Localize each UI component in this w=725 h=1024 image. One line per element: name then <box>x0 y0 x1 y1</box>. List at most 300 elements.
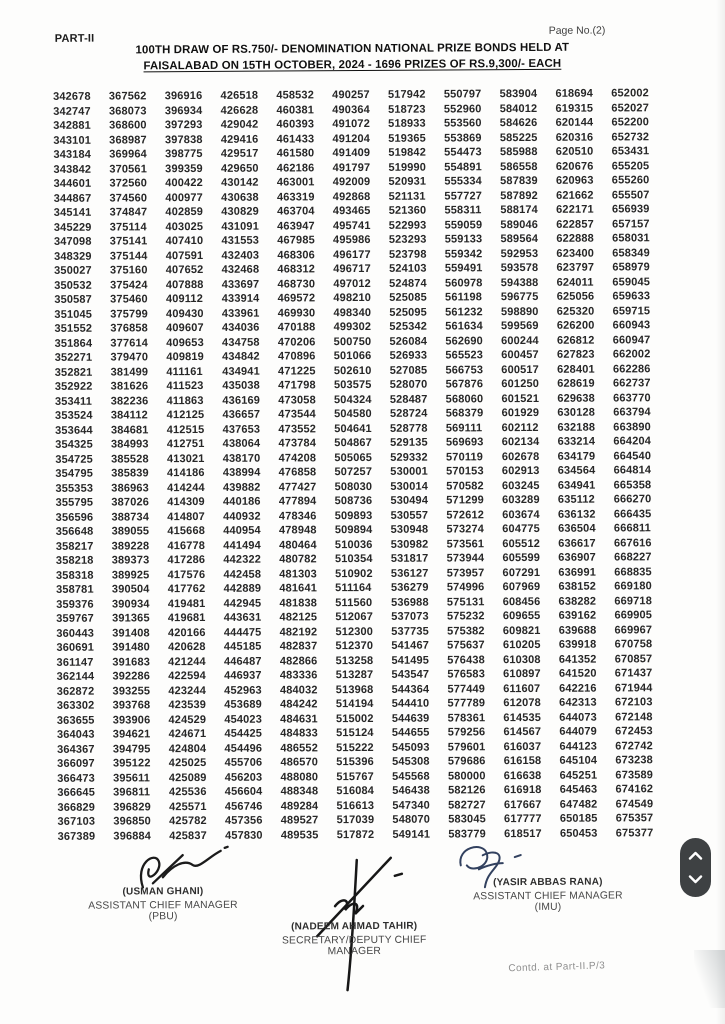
bond-number-cell: 402859 <box>165 206 204 219</box>
bond-number-cell: 501066 <box>333 350 372 363</box>
bond-number-cell: 587839 <box>500 175 538 188</box>
prize-bond-table <box>53 86 672 844</box>
bond-number-cell: 602112 <box>501 421 539 434</box>
bond-number-cell: 356648 <box>55 525 94 539</box>
bond-number-cell: 442322 <box>223 553 262 567</box>
bond-number-cell: 599569 <box>500 320 539 333</box>
bond-number-cell: 583904 <box>499 88 538 101</box>
bond-number-cell: 525085 <box>389 291 427 305</box>
signatory-title: SECRETARY/DEPUTY CHIEF MANAGER <box>281 934 427 958</box>
bond-number-cell: 496717 <box>333 263 371 276</box>
bond-number-cell: 446937 <box>224 669 262 683</box>
bond-number-cell: 612078 <box>503 697 541 710</box>
bond-number-cell: 650453 <box>559 827 598 840</box>
bond-number-cell: 607969 <box>502 581 541 594</box>
bond-number-cell: 524874 <box>389 277 427 290</box>
bond-number-cell: 393255 <box>112 685 151 698</box>
bond-number-cell: 602678 <box>501 450 540 463</box>
bond-number-cell: 548070 <box>392 813 431 827</box>
bond-number-cell: 375141 <box>109 235 148 248</box>
bond-number-cell: 639688 <box>558 624 597 637</box>
bond-number-cell: 495741 <box>332 219 371 232</box>
bond-number-cell: 358318 <box>55 569 94 582</box>
bond-number-cell: 351552 <box>54 322 93 336</box>
bond-number-cell: 592953 <box>500 247 539 260</box>
bond-number-cell: 389228 <box>111 540 150 553</box>
bond-number-cell: 491797 <box>332 161 371 174</box>
bond-number-cell: 628401 <box>557 363 595 376</box>
bond-number-cell: 575637 <box>447 639 485 652</box>
bond-number-cell: 414244 <box>167 481 205 494</box>
bond-number-cell: 536127 <box>390 567 429 580</box>
bond-number-cell: 578361 <box>447 712 486 725</box>
bond-number-cell: 386963 <box>111 482 149 495</box>
bond-number-cell: 396916 <box>164 90 203 103</box>
bond-number-cell: 381499 <box>110 366 149 379</box>
bond-number-cell: 438170 <box>222 452 261 465</box>
bond-number-cell: 446487 <box>223 655 262 668</box>
bond-number-cell: 491409 <box>332 147 371 160</box>
bond-number-cell: 438994 <box>222 466 261 480</box>
bond-number-cell: 502610 <box>333 364 372 377</box>
bond-number-cell: 659633 <box>612 290 651 303</box>
bond-number-cell: 493465 <box>332 205 371 218</box>
bond-number-cell: 614567 <box>503 726 542 739</box>
bond-number-cell: 394621 <box>112 728 151 741</box>
bond-number-cell: 508736 <box>334 495 373 508</box>
bond-number-cell: 561232 <box>445 306 483 319</box>
bond-number-cell: 430638 <box>221 191 259 204</box>
bond-number-cell: 585988 <box>499 146 538 159</box>
bond-number-cell: 499302 <box>333 321 372 334</box>
bond-number-cell: 570153 <box>446 465 484 478</box>
bond-number-cell: 390934 <box>111 598 150 611</box>
bond-number-cell: 423539 <box>168 699 207 712</box>
bond-number-cell: 429517 <box>220 147 259 161</box>
bond-number-cell: 478346 <box>278 510 317 523</box>
bond-number-cell: 577449 <box>447 683 486 696</box>
signatory-name: (YASIR ABBAS RANA) <box>493 876 603 889</box>
bond-number-cell: 515124 <box>336 727 374 740</box>
bond-number-cell: 352922 <box>54 380 93 394</box>
bond-number-cell: 368073 <box>108 105 147 118</box>
bond-number-cell: 452963 <box>224 684 262 697</box>
bond-number-cell: 672453 <box>615 725 653 738</box>
bond-number-cell: 553560 <box>443 117 482 130</box>
bond-number-cell: 504324 <box>333 393 372 406</box>
bond-number-cell: 528778 <box>389 422 428 435</box>
bond-number-cell: 618517 <box>504 827 542 840</box>
bond-number-cell: 384681 <box>110 424 149 437</box>
bond-number-cell: 420166 <box>167 626 206 639</box>
bond-number-cell: 480464 <box>279 539 317 552</box>
bond-number-cell: 574996 <box>446 581 485 594</box>
bond-number-cell: 568379 <box>445 407 484 420</box>
bond-number-cell: 513968 <box>335 683 374 696</box>
bond-number-cell: 379470 <box>110 351 149 364</box>
bond-number-cell: 668227 <box>614 551 652 564</box>
bond-number-cell: 559133 <box>444 233 483 246</box>
bond-number-cell: 416778 <box>167 539 206 552</box>
bond-number-cell: 609655 <box>502 610 541 623</box>
bond-number-cell: 444475 <box>223 626 262 639</box>
title-line-2: FAISALABAD ON 15TH OCTOBER, 2024 - 1696 PRIZES OF RS.9,300/- EACH <box>143 57 562 72</box>
bond-number-cell: 670857 <box>614 652 653 666</box>
bond-number-cell: 618694 <box>555 87 594 101</box>
bond-number-cell: 673238 <box>615 754 653 767</box>
bond-number-cell: 425571 <box>169 800 207 813</box>
bond-number-cell: 572612 <box>446 509 485 522</box>
bond-number-cell: 460381 <box>276 104 315 117</box>
bond-number-cell: 358217 <box>55 540 94 553</box>
bond-number-cell: 456203 <box>224 771 263 784</box>
bond-number-cell: 644079 <box>559 725 597 739</box>
bond-number-cell: 510036 <box>334 538 373 551</box>
scroll-widget <box>680 838 711 897</box>
bond-number-cell: 396884 <box>113 830 152 843</box>
bond-number-cell: 530494 <box>390 494 429 508</box>
bond-number-cell: 424529 <box>168 713 207 726</box>
bond-number-cell: 629638 <box>557 392 595 405</box>
bond-number-cell: 436169 <box>222 394 261 407</box>
bond-number-cell: 658979 <box>612 261 650 274</box>
bond-number-cell: 673589 <box>615 768 654 782</box>
bond-number-cell: 577789 <box>447 697 486 710</box>
chevron-up-icon <box>688 848 703 863</box>
bond-number-cell: 496177 <box>333 248 371 261</box>
bond-number-cell: 481641 <box>279 582 318 595</box>
bond-number-cell: 387026 <box>111 496 150 509</box>
bond-number-cell: 468306 <box>277 249 315 262</box>
bond-number-cell: 425536 <box>168 786 207 799</box>
bond-number-cell: 543547 <box>391 668 430 682</box>
bond-number-cell: 432403 <box>221 249 260 262</box>
bond-number-cell: 587892 <box>500 189 538 202</box>
bond-number-cell: 345229 <box>53 221 92 234</box>
bond-number-cell: 669905 <box>614 609 653 622</box>
bond-number-cell: 617777 <box>504 813 542 826</box>
bond-number-cell: 364043 <box>56 728 95 742</box>
bond-number-cell: 433961 <box>221 307 260 320</box>
bond-number-cell: 610897 <box>503 668 541 681</box>
bond-number-cell: 511560 <box>335 596 373 609</box>
bond-number-cell: 345141 <box>53 206 92 220</box>
bond-number-cell: 625320 <box>556 305 595 318</box>
bond-number-cell: 609821 <box>502 624 541 637</box>
bond-number-cell: 641520 <box>558 667 597 681</box>
bond-number-cell: 608456 <box>502 595 541 608</box>
bond-number-cell: 351864 <box>54 337 93 350</box>
bond-number-cell: 558311 <box>444 204 482 217</box>
bond-number-cell: 375144 <box>109 250 148 263</box>
bond-number-cell: 433697 <box>221 278 260 291</box>
bond-number-cell: 468312 <box>277 263 316 276</box>
bond-number-cell: 484833 <box>280 727 318 740</box>
bond-number-cell: 360691 <box>56 641 95 655</box>
bond-number-cell: 420628 <box>168 641 206 654</box>
bond-number-cell: 363302 <box>56 699 95 713</box>
bond-number-cell: 522993 <box>388 219 427 232</box>
bond-number-cell: 516613 <box>336 799 375 812</box>
bond-number-cell: 385528 <box>111 453 149 466</box>
bond-number-cell: 566753 <box>445 364 484 377</box>
bond-number-cell: 655260 <box>611 174 650 187</box>
bond-number-cell: 669967 <box>614 623 653 637</box>
bond-number-cell: 518723 <box>388 103 426 116</box>
bond-number-cell: 579601 <box>447 741 486 754</box>
document-title <box>90 40 615 74</box>
bond-number-cell: 514194 <box>335 698 374 711</box>
bond-number-cell: 396811 <box>113 786 151 799</box>
bond-number-cell: 396829 <box>113 801 151 814</box>
bond-number-cell: 367103 <box>57 815 96 829</box>
bond-number-cell: 573274 <box>446 523 485 536</box>
bond-number-cell: 414186 <box>166 467 205 480</box>
bond-number-cell: 520931 <box>388 175 427 189</box>
bond-number-cell: 626812 <box>556 334 595 347</box>
bond-number-cell: 364367 <box>57 743 95 756</box>
bond-number-cell: 545308 <box>392 755 430 769</box>
bond-number-cell: 557727 <box>444 190 483 203</box>
bond-number-cell: 644123 <box>559 740 598 753</box>
bond-number-cell: 457356 <box>224 814 263 828</box>
bond-number-cell: 553869 <box>444 132 482 145</box>
bond-number-cell: 488348 <box>280 785 319 798</box>
bond-number-cell: 611607 <box>503 682 541 695</box>
bond-number-cell: 417576 <box>167 568 206 581</box>
bond-number-cell: 355353 <box>55 482 94 495</box>
bond-number-cell: 375114 <box>109 221 147 234</box>
bond-number-cell: 454023 <box>224 713 262 726</box>
bond-number-cell: 559342 <box>444 248 483 261</box>
bond-number-cell: 575382 <box>447 625 485 638</box>
bond-number-cell: 518933 <box>388 117 426 131</box>
bond-number-cell: 367389 <box>57 830 96 843</box>
bond-number-cell: 354725 <box>55 453 93 466</box>
bond-number-cell: 456604 <box>224 785 263 799</box>
bond-number-cell: 369964 <box>109 148 147 161</box>
bond-number-cell: 415668 <box>167 525 206 538</box>
scroll-up-button[interactable] <box>686 848 706 862</box>
bond-number-cell: 350532 <box>54 279 92 292</box>
bond-number-cell: 605599 <box>502 552 541 565</box>
bond-number-cell: 421244 <box>168 655 206 668</box>
bond-number-cell: 623797 <box>556 261 595 275</box>
bond-number-cell: 505065 <box>334 451 373 464</box>
bond-number-cell: 411523 <box>166 380 204 393</box>
bond-number-cell: 662286 <box>612 362 651 376</box>
bond-number-cell: 585225 <box>499 131 538 144</box>
bond-number-cell: 536279 <box>390 581 429 595</box>
bond-number-cell: 663770 <box>613 391 651 405</box>
bond-number-cell: 342747 <box>53 105 91 118</box>
bond-number-cell: 573957 <box>446 567 485 580</box>
bond-number-cell: 434941 <box>222 365 260 378</box>
signatory-usman-ghani <box>88 886 238 923</box>
bond-number-cell: 510902 <box>335 567 373 580</box>
signatory-name: (USMAN GHANI) <box>122 885 204 898</box>
bond-number-cell: 482837 <box>279 640 318 653</box>
bond-number-cell: 663794 <box>613 406 651 419</box>
bond-number-cell: 424671 <box>168 728 207 741</box>
bond-number-cell: 350027 <box>54 264 92 278</box>
bond-number-cell: 616158 <box>503 755 542 768</box>
bond-number-cell: 620510 <box>555 145 594 159</box>
bond-number-cell: 526084 <box>389 335 428 348</box>
bond-number-cell: 454496 <box>224 742 263 755</box>
bond-number-cell: 425782 <box>169 815 207 828</box>
bond-number-cell: 554473 <box>444 146 482 159</box>
bond-number-cell: 666270 <box>613 493 652 506</box>
bond-number-cell: 645251 <box>559 769 598 782</box>
bond-number-cell: 480782 <box>279 553 317 566</box>
bond-number-cell: 360443 <box>56 627 95 640</box>
bond-number-cell: 389925 <box>111 569 150 582</box>
bond-number-cell: 639162 <box>558 609 597 623</box>
bond-number-cell: 602913 <box>501 465 540 478</box>
bond-number-cell: 652732 <box>611 130 650 144</box>
bond-number-cell: 616638 <box>503 769 542 782</box>
bond-number-cell: 633214 <box>557 435 596 449</box>
bond-number-cell: 632188 <box>557 421 596 434</box>
bond-number-cell: 620144 <box>555 116 594 130</box>
bond-number-cell: 363655 <box>56 714 95 727</box>
bond-number-cell: 583045 <box>448 813 486 826</box>
bond-number-cell: 482192 <box>279 626 318 639</box>
bond-number-cell: 519990 <box>388 161 427 174</box>
bond-number-cell: 492009 <box>332 176 371 189</box>
bond-number-cell: 354795 <box>55 467 94 481</box>
bond-number-cell: 463001 <box>276 176 315 189</box>
bond-number-cell: 467985 <box>277 234 315 247</box>
bond-number-cell: 359767 <box>56 612 94 626</box>
bond-number-cell: 457830 <box>225 829 263 842</box>
bond-number-cell: 384993 <box>110 438 149 451</box>
continuation-note: Contd. at Part-II.P/3 <box>508 960 606 975</box>
bond-number-cell: 436657 <box>222 408 261 422</box>
bond-number-cell: 458532 <box>276 89 314 102</box>
bond-number-cell: 419681 <box>167 612 206 625</box>
bond-number-cell: 391683 <box>112 656 150 669</box>
bond-number-cell: 528724 <box>389 407 428 421</box>
bond-number-cell: 359376 <box>56 598 94 611</box>
bond-number-cell: 430142 <box>221 176 259 190</box>
bond-number-cell: 668835 <box>614 565 652 579</box>
bond-number-cell: 567876 <box>445 378 484 391</box>
bond-number-cell: 544410 <box>391 697 430 711</box>
bond-number-cell: 624011 <box>556 276 594 289</box>
bond-number-cell: 588174 <box>500 204 538 217</box>
bond-number-cell: 523293 <box>388 233 427 247</box>
bond-number-cell: 429416 <box>220 133 259 146</box>
bond-number-cell: 396934 <box>164 104 203 117</box>
bond-number-cell: 343842 <box>53 163 92 176</box>
bond-number-cell: 554891 <box>444 161 482 174</box>
bond-number-cell: 552960 <box>443 103 482 116</box>
bond-number-cell: 407410 <box>165 235 204 248</box>
bond-number-cell: 519842 <box>388 146 426 160</box>
bond-number-cell: 429650 <box>220 162 259 175</box>
bond-number-cell: 605512 <box>502 537 540 550</box>
bond-number-cell: 413021 <box>166 452 205 465</box>
bond-number-cell: 426628 <box>220 104 259 117</box>
bond-number-cell: 536988 <box>391 596 429 609</box>
bond-number-cell: 658031 <box>612 232 650 245</box>
title-line-1: 100TH DRAW OF RS.750/- DENOMINATION NATIONAL PRIZE BONDS HELD AT <box>135 41 570 57</box>
bond-number-cell: 469930 <box>277 307 316 320</box>
bond-number-cell: 486552 <box>280 742 318 755</box>
bond-number-cell: 443631 <box>223 611 262 625</box>
bond-number-cell: 504580 <box>334 408 372 421</box>
bond-number-cell: 662002 <box>612 348 651 361</box>
bond-number-cell: 579686 <box>447 755 486 768</box>
signatory-nadeem-ahmad-tahir <box>273 921 435 958</box>
bond-number-cell: 636504 <box>558 522 596 536</box>
bond-number-cell: 528487 <box>389 393 428 406</box>
bond-number-cell: 669718 <box>614 594 652 608</box>
bond-number-cell: 358781 <box>56 583 94 597</box>
bond-number-cell: 455706 <box>224 756 263 770</box>
bond-number-cell: 571299 <box>446 494 484 507</box>
bond-number-cell: 575131 <box>446 596 485 609</box>
chevron-down-icon <box>688 872 703 887</box>
bond-number-cell: 403025 <box>165 220 204 233</box>
bond-number-cell: 620316 <box>555 131 594 144</box>
bond-number-cell: 503575 <box>333 379 372 392</box>
bond-number-cell: 570582 <box>446 480 484 493</box>
signatory-name: (NADEEM AHMAD TAHIR) <box>291 920 418 933</box>
bond-number-cell: 425837 <box>169 829 207 842</box>
bond-number-cell: 593578 <box>500 262 539 275</box>
scroll-down-button[interactable] <box>686 873 706 887</box>
bond-number-cell: 607291 <box>502 566 541 579</box>
bond-number-cell: 544639 <box>391 712 430 725</box>
bond-number-cell: 630128 <box>557 406 596 420</box>
bond-number-cell: 652200 <box>611 116 650 129</box>
bond-number-cell: 575232 <box>446 610 485 623</box>
bond-number-cell: 468730 <box>277 278 316 291</box>
bond-number-cell: 584012 <box>499 102 538 115</box>
bond-number-cell: 562690 <box>445 335 483 348</box>
bond-number-cell: 473784 <box>278 437 317 450</box>
bond-number-cell: 375424 <box>110 279 148 292</box>
bond-number-cell: 370561 <box>109 163 147 176</box>
bond-number-cell: 642216 <box>559 682 597 695</box>
bond-number-cell: 601521 <box>501 392 540 405</box>
page-number: Page No.(2) <box>548 24 606 37</box>
bond-number-cell: 545093 <box>391 741 430 754</box>
bond-number-cell: 366097 <box>57 757 95 771</box>
bond-number-cell: 541495 <box>391 654 430 667</box>
bond-number-cell: 600517 <box>501 363 539 376</box>
bond-number-cell: 674162 <box>615 783 654 796</box>
bond-number-cell: 471798 <box>278 379 316 392</box>
bond-number-cell: 512067 <box>335 611 373 624</box>
bond-number-cell: 569111 <box>445 422 483 435</box>
bond-number-cell: 435038 <box>222 379 260 393</box>
bond-number-cell: 353644 <box>55 424 93 437</box>
bond-number-cell: 660943 <box>612 319 651 332</box>
bond-number-cell: 409112 <box>165 293 203 306</box>
bond-number-cell: 669180 <box>614 580 652 593</box>
bond-number-cell: 456746 <box>224 800 263 813</box>
bond-number-cell: 671437 <box>614 667 653 680</box>
bond-number-cell: 627823 <box>556 348 595 362</box>
bond-number-cell: 555334 <box>444 175 482 188</box>
bond-number-cell: 527085 <box>389 364 428 377</box>
bond-number-cell: 652002 <box>611 87 649 100</box>
bond-number-cell: 430829 <box>221 205 259 219</box>
